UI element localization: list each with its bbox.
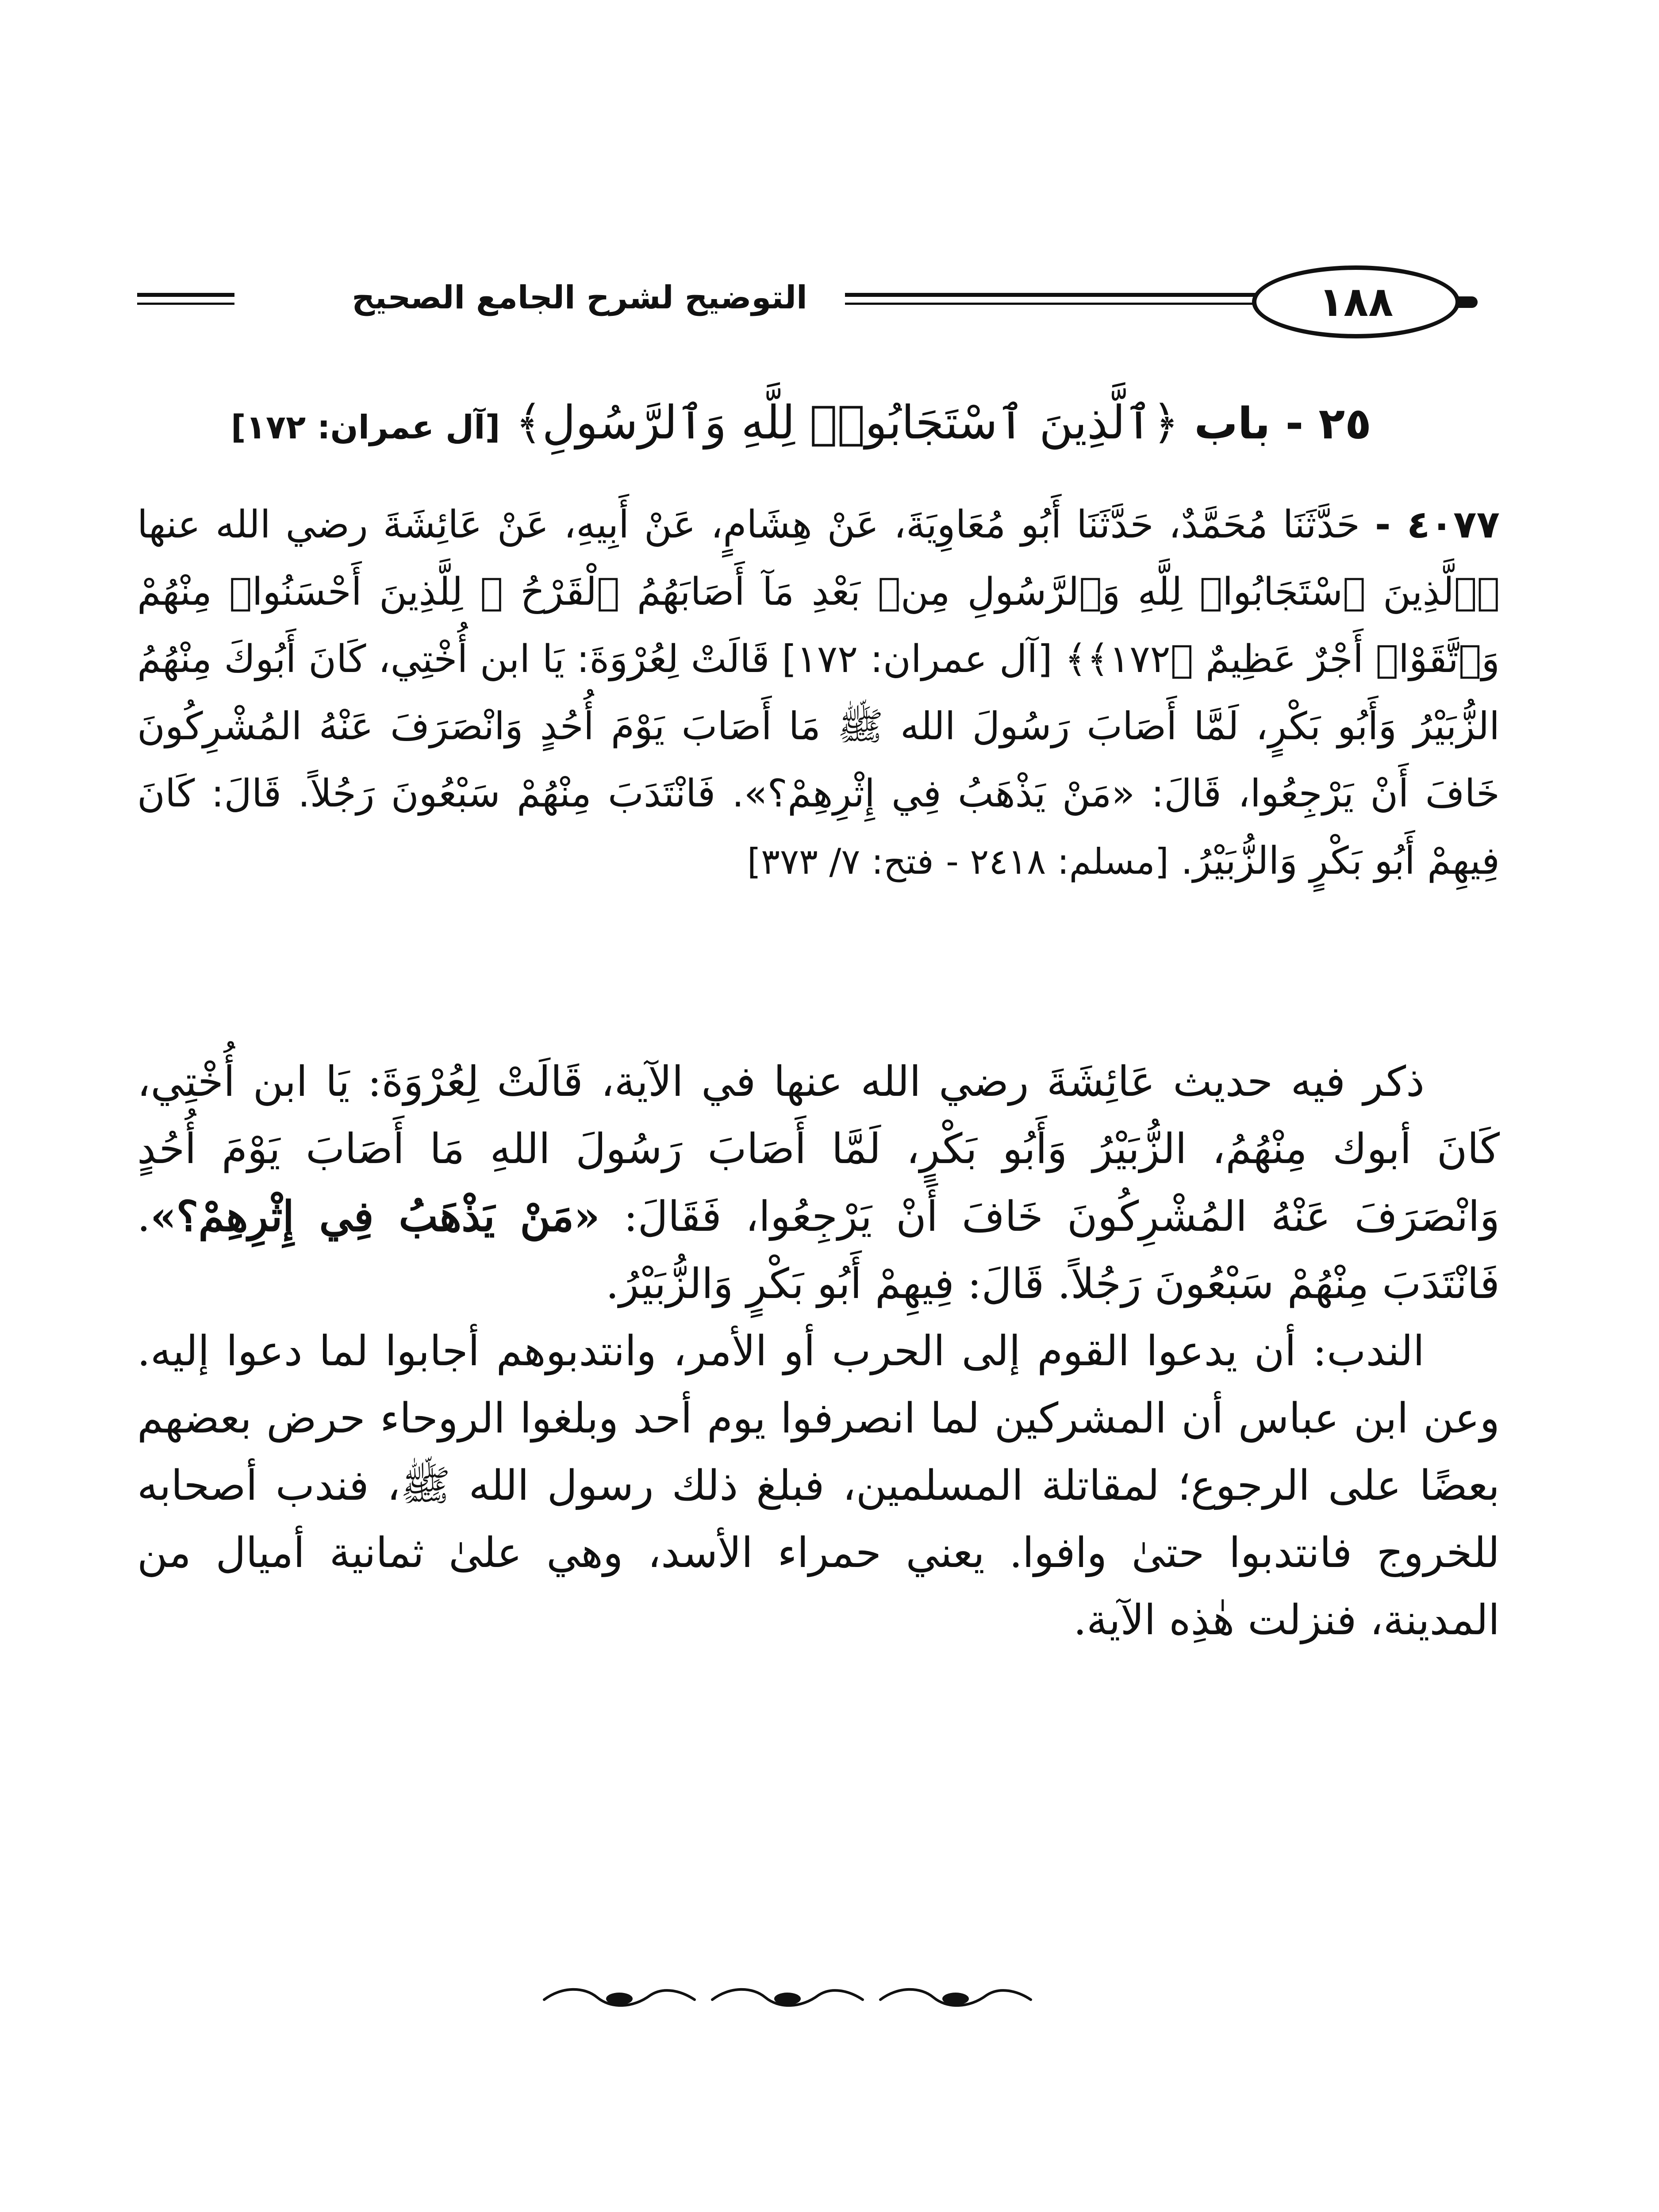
header-rule-left	[137, 293, 234, 297]
ornament-leaf-1	[606, 1993, 633, 2005]
ornament-leaf-2	[774, 1993, 801, 2005]
commentary-paragraph-1	[137, 1048, 1500, 1318]
hadith-isnad: حَدَّثَنَا مُحَمَّدٌ، حَدَّثَنَا أَبُو مُعَاوِيَةَ، عَنْ هِشَامٍ، عَنْ أَبِيهِ، عَنْ عَائِشَةَ رضي الله عنها	[137, 503, 1360, 547]
chapter-number: ٢٥ - باب	[1194, 399, 1371, 449]
ornament-leaf-3	[942, 1993, 969, 2005]
chapter-verse: ﴿ٱلَّذِينَ ٱسْتَجَابُوا۟ لِلَّهِ وَٱلرَّسُولِ﴾	[515, 396, 1179, 449]
hadith-verse-reference: [آل عمران: ١٧٢]	[782, 637, 1052, 681]
commentary-p1-end: . فَانْتَدَبَ مِنْهُمْ سَبْعُونَ رَجُلاً. قَالَ: فِيهِمْ أَبُو بَكْرٍ وَالزُّبَيْرُ.	[137, 1193, 1500, 1308]
end-ornament	[535, 1982, 1040, 2013]
chapter-verse-reference: [آل عمران: ١٧٢]	[230, 408, 500, 446]
commentary	[137, 1048, 1500, 1654]
hadith-matn: قَالَتْ لِعُرْوَةَ: يَا ابن أُخْتِي، كَانَ أَبُوكَ مِنْهُمُ الزُّبَيْرُ وَأَبُو بَكْرٍ، لَمَّا أَصَابَ رَسُولَ الله ﷺ مَا أَصَابَ يَوْمَ أُحُدٍ وَانْصَرَفَ عَنْهُ المُشْرِكُونَ خَافَ أَنْ يَرْجِعُوا، قَالَ: «مَنْ يَذْهَبُ فِي إِثْرِهِمْ؟». فَانْتَدَبَ مِنْهُمْ سَبْعُونَ رَجُلاً. قَالَ: كَانَ فِيهِمْ أَبُو بَكْرٍ وَالزُّبَيْرُ.	[137, 637, 1500, 883]
chapter-heading	[230, 389, 1371, 456]
running-title: التوضيح لشرح الجامع الصحيح	[332, 279, 827, 316]
header-rule-left-thin	[137, 303, 234, 305]
muslim-reference: [مسلم: ٢٤١٨ -	[946, 841, 1169, 882]
page-number: ١٨٨	[1318, 278, 1394, 326]
commentary-p1-text: ذكر فيه حديث عَائِشَةَ رضي الله عنها في الآية، قَالَتْ لِعُرْوَةَ: يَا ابن أُخْتِي، كَانَ أبوك مِنْهُمُ، الزُّبَيْرُ وَأَبُو بَكْرٍ، لَمَّا أَصَابَ رَسُولَ اللهِ مَا أَصَابَ يَوْمَ أُحُدٍ وَانْصَرَفَ عَنْهُ المُشْرِكُونَ خَافَ أَنْ يَرْجِعُوا، فَقَالَ:	[137, 1058, 1500, 1241]
hadith-number: ٤٠٧٧ -	[1375, 503, 1500, 547]
fath-reference: فتح: ٧/ ٣٧٣]	[747, 841, 934, 882]
hadith-verse: ﴿ٱلَّذِينَ ٱسْتَجَابُوا۟ لِلَّهِ وَٱلرَّسُولِ مِنۢ بَعْدِ مَآ أَصَابَهُمُ ٱلْقَرْحُ ۚ لِلَّذِينَ أَحْسَنُوا۟ مِنْهُمْ وَٱتَّقَوْا۟ أَجْرٌ عَظِيمٌ ﴿١٧٢﴾﴾	[137, 570, 1500, 681]
commentary-paragraph-2: الندب: أن يدعوا القوم إلى الحرب أو الأمر، وانتدبوهم أجابوا لما دعوا إليه. وعن ابن عباس أن المشركين لما انصرفوا يوم أحد وبلغوا الروحاء حرض بعضهم بعضًا على الرجوع؛ لمقاتلة المسلمين، فبلغ ذلك رسول الله ﷺ، فندب أصحابه للخروج فانتدبوا حتىٰ وافوا. يعني حمراء الأسد، وهي علىٰ ثمانية أميال من المدينة، فنزلت هٰذِه الآية.	[137, 1327, 1500, 1644]
header-rule-right-thin	[845, 303, 1279, 305]
hadith-text	[137, 491, 1500, 1031]
commentary-p1-quote: «مَنْ يَذْهَبُ فِي إِثْرِهِمْ؟»	[150, 1192, 600, 1241]
page-number-badge	[1252, 265, 1460, 338]
running-header	[137, 265, 1478, 341]
header-rule-right	[845, 293, 1279, 297]
